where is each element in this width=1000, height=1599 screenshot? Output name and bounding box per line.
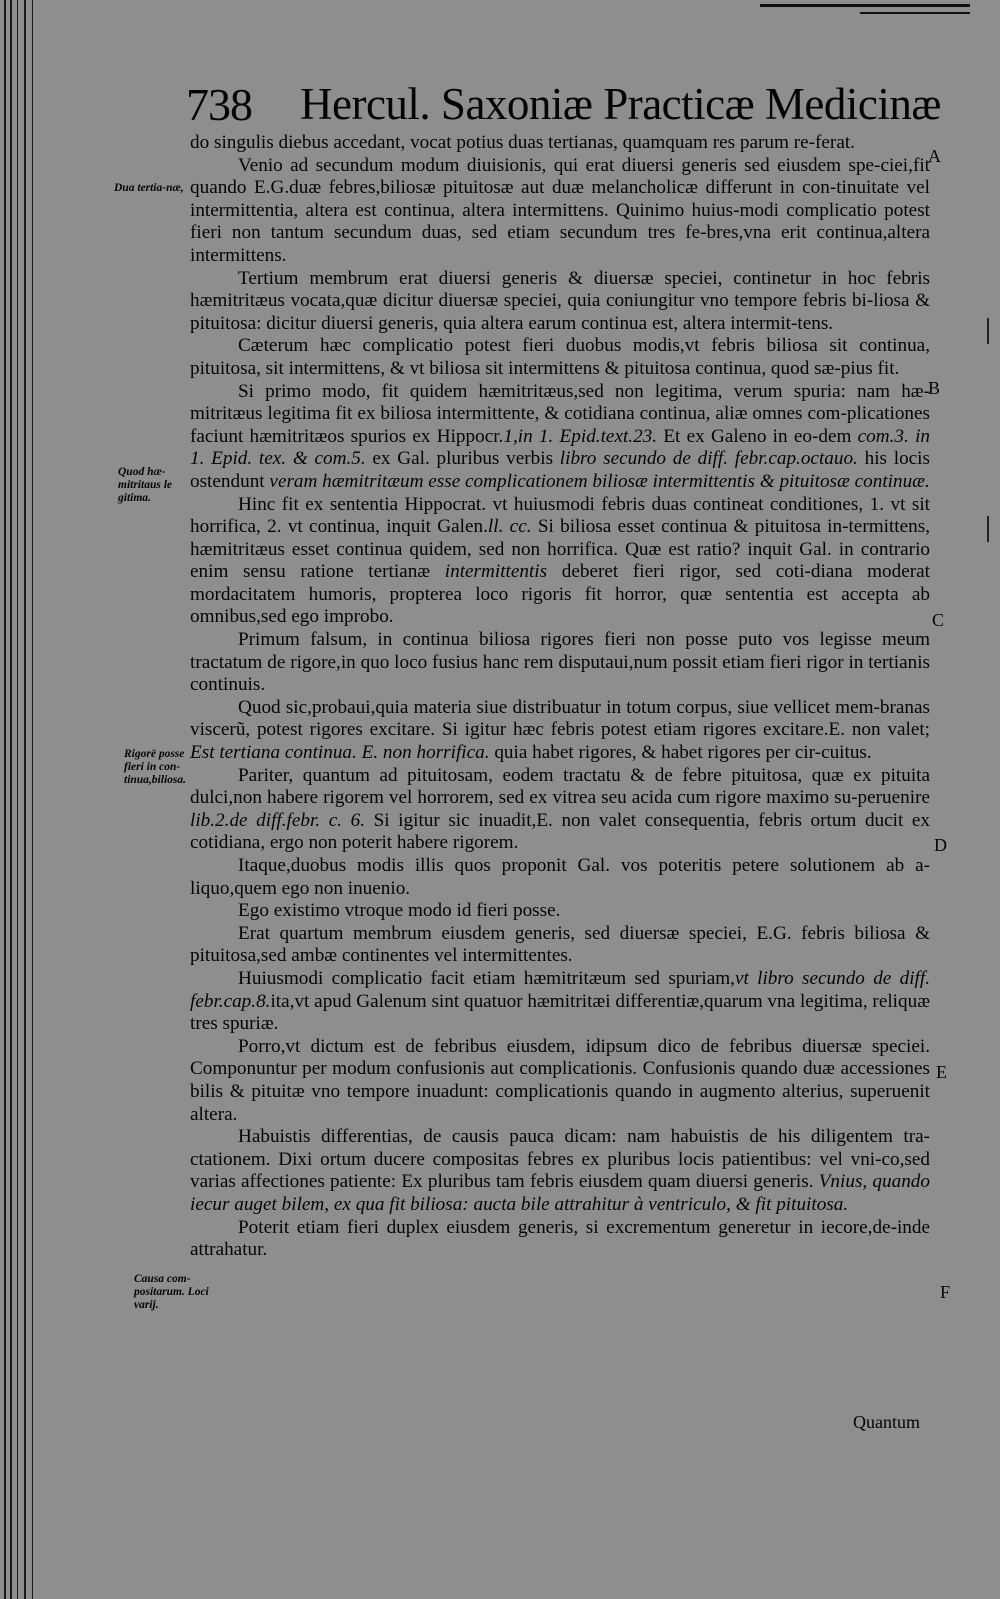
italic-citation: lib.2.de diff.febr. c. 6. [190, 809, 365, 831]
section-letter: D [934, 835, 947, 855]
text-run: Ego existimo vtroque modo id fieri posse. [238, 900, 561, 922]
text-run: Pariter, quantum ad pituitosam, eodem tractatu & de febre pituitosa, quæ ex pituita dulci,non habere rigorem vel horrorem, sed ex vitrea seu acida cum rigore maximo su-peruenire [190, 764, 930, 809]
italic-citation: libro secundo de diff. febr.cap.octauo. [559, 448, 858, 470]
body-paragraph [190, 765, 930, 855]
text-run: Itaque,duobus modis illis quos proponit Gal. vos poteritis petere solutionem ab a-liquo,quem ego non inuenio. [190, 855, 930, 899]
text-run: his locis ostendunt [190, 448, 930, 492]
margin-note: Dua tertia-næ, [114, 182, 184, 194]
text-run: Cæterum hæc complicatio potest fieri duobus modis,vt febris biliosa sit continua, pituitosa, sit intermittens, & vt biliosa sit intermittens & pituitosa continua, quod sæ-pius fit. [190, 335, 930, 379]
body-paragraph [190, 155, 930, 268]
text-run: Si primo modo, fit quidem hæmitritæus,sed non legitima, verum spuria: nam hæ-mitritæus legitima fit ex biliosa intermittente, & cotidiana continua, aliæ omnes com-plicationes faciunt hæmitritæos spurios ex Hippocr. [190, 380, 930, 447]
body-text [190, 132, 930, 1262]
body-paragraph [190, 900, 930, 923]
body-paragraph [190, 1217, 930, 1262]
text-run: Si biliosa esset continua & pituitosa in-termittens, hæmitritæus esset continua quidem, sed non horrifica. Quæ est ratio? inquit Gal. in contrario enim sensu ratione tertianæ [190, 516, 930, 583]
running-title: Hercul. Saxoniæ Practicæ Medicinæ [300, 79, 941, 129]
body-paragraph [190, 1036, 930, 1126]
body-paragraph [190, 697, 930, 765]
body-paragraph [190, 132, 930, 155]
page-binding-edge [0, 0, 40, 1599]
text-run: Poterit etiam fieri duplex eiusdem generis, si excrementum generetur in iecore,de-inde attrahatur. [190, 1216, 930, 1261]
italic-citation: Est tertiana continua. E. non horrifica. [190, 742, 490, 764]
text-run: Quod sic,probaui,quia materia siue distribuatur in totum corpus, siue vellicet mem-branas viscerũ, potest rigores excitare. Si igitur hæc febris potest etiam rigores excitare.E. non valet; [190, 696, 930, 741]
section-letter: B [928, 378, 941, 398]
margin-note: Quod hæ-mitritaus le gitima. [118, 466, 172, 504]
margin-note: Rigorë posse fieri in con-tinua,biliosa. [124, 748, 186, 786]
text-run: Habuistis differentias, de causis pauca dicam: nam habuistis de his diligentem tra-ctationem. Dixi ortum ducere compositas febres ex pluribus locis patientibus: vel vni-co,sed varias affectiones patiente: Ex pluribus tam febris eiusdem quam diuersi generis. [190, 1126, 930, 1193]
page-number: 738 [186, 79, 252, 130]
italic-citation: 1,in 1. Epid.text.23. [503, 425, 658, 447]
margin-note: Causa com-positarum. Loci varij. [134, 1273, 209, 1311]
text-run: Huiusmodi complicatio facit etiam hæmitritæum sed spuriam, [238, 967, 735, 989]
body-paragraph [190, 855, 930, 900]
section-letter: C [932, 610, 945, 630]
text-run: Venio ad secundum modum diuisionis, qui erat diuersi generis sed eiusdem spe-ciei,fit quando E.G.duæ febres,biliosæ pituitosæ aut duæ melancholicæ differunt in con-tinuitate vel intermittentia, altera est continua, altera intermittens. Quinimo huius-modi complicatio potest fieri non tantum secundum duas, sed etiam secundum tres fe-bres,vna erit continua,altera intermittens. [190, 154, 930, 266]
body-paragraph [190, 629, 930, 697]
text-run: ita,vt apud Galenum sint quatuor hæmitritæi differentiæ,quarum vna legitima, reliquæ tres spuriæ. [190, 990, 930, 1035]
body-paragraph [190, 268, 930, 336]
text-run: Erat quartum membrum eiusdem generis, sed diuersæ speciei, E.G. febris biliosa & pituitosa,sed ambæ continentes vel intermittentes. [190, 922, 930, 967]
text-run: Porro,vt dictum est de febribus eiusdem, idipsum dico de febribus diuersæ speciei. Componuntur per modum confusionis aut complicationis. Confusionis quando duæ accessiones bilis & pituitæ vno tempore inuadunt: complicationis quando in augmento alterius, superuenit altera. [190, 1035, 930, 1125]
body-paragraph [190, 335, 930, 380]
text-run: ex Gal. pluribus verbis [365, 448, 560, 470]
text-run: Et ex Galeno in eo-dem [657, 425, 858, 447]
italic-citation: intermittentis [444, 561, 548, 583]
italic-citation: veram hæmitritæum esse complicationem biliosæ intermittentis & pituitosæ continuæ. [269, 470, 930, 492]
body-paragraph [190, 494, 930, 630]
top-rule-short [860, 12, 970, 14]
text-run: quia habet rigores, & habet rigores per cir-cuitus. [489, 742, 872, 764]
italic-citation: ll. cc. [487, 516, 532, 538]
italic-citation: com.3. in 1. Epid. tex. & com.5. [190, 425, 930, 470]
text-run: Primum falsum, in continua biliosa rigores fieri non posse puto vos legisse meum tractatum de rigore,in quo loco fusius hanc rem disputaui,num possit etiam fieri rigor in tertianis continuis. [190, 629, 930, 696]
text-run: Tertium membrum erat diuersi generis & diuersæ speciei, continetur in hoc febris hæmitritæus vocata,quæ dicitur diuersæ speciei, quia coniungitur vno tempore febris bi-liosa & pituitosa: dicitur diuersi generis, quia altera earum continua est, altera intermit-tens. [190, 267, 930, 334]
body-paragraph [190, 923, 930, 968]
text-run: deberet fieri rigor, sed coti-diana moderat mordacitatem humoris, propterea loco rigoris fit horror, quæ sententia est accepta ab omnibus,sed ego improbo. [190, 561, 930, 628]
section-letter: E [936, 1062, 947, 1082]
margin-mark [987, 516, 989, 542]
body-paragraph [190, 968, 930, 1036]
text-run: Si igitur sic inuadit,E. non valet consequentia, febris ortum ducit ex cotidiana, ergo non poterit habere rigorem. [190, 809, 931, 854]
text-run: Hinc fit ex sententia Hippocrat. vt huiusmodi febris duas contineat conditiones, 1. vt sit horrifica, 2. vt continua, inquit Galen. [190, 493, 930, 538]
top-rule [760, 4, 970, 7]
body-paragraph [190, 1126, 930, 1216]
catchword: Quantum [853, 1412, 920, 1432]
italic-citation: Vnius, quando iecur auget bilem, ex qua fit biliosa: aucta bile attrahitur à ventriculo, & fit pituitosa. [190, 1171, 930, 1215]
page-header [186, 78, 941, 138]
section-letter: F [940, 1282, 951, 1302]
text-run: do singulis diebus accedant, vocat potius duas tertianas, quamquam res parum re-ferat. [190, 132, 855, 153]
section-letter: A [928, 146, 941, 166]
italic-citation: vt libro secundo de diff. febr.cap.8. [190, 967, 930, 1012]
margin-mark [987, 318, 989, 344]
body-paragraph [190, 381, 930, 494]
